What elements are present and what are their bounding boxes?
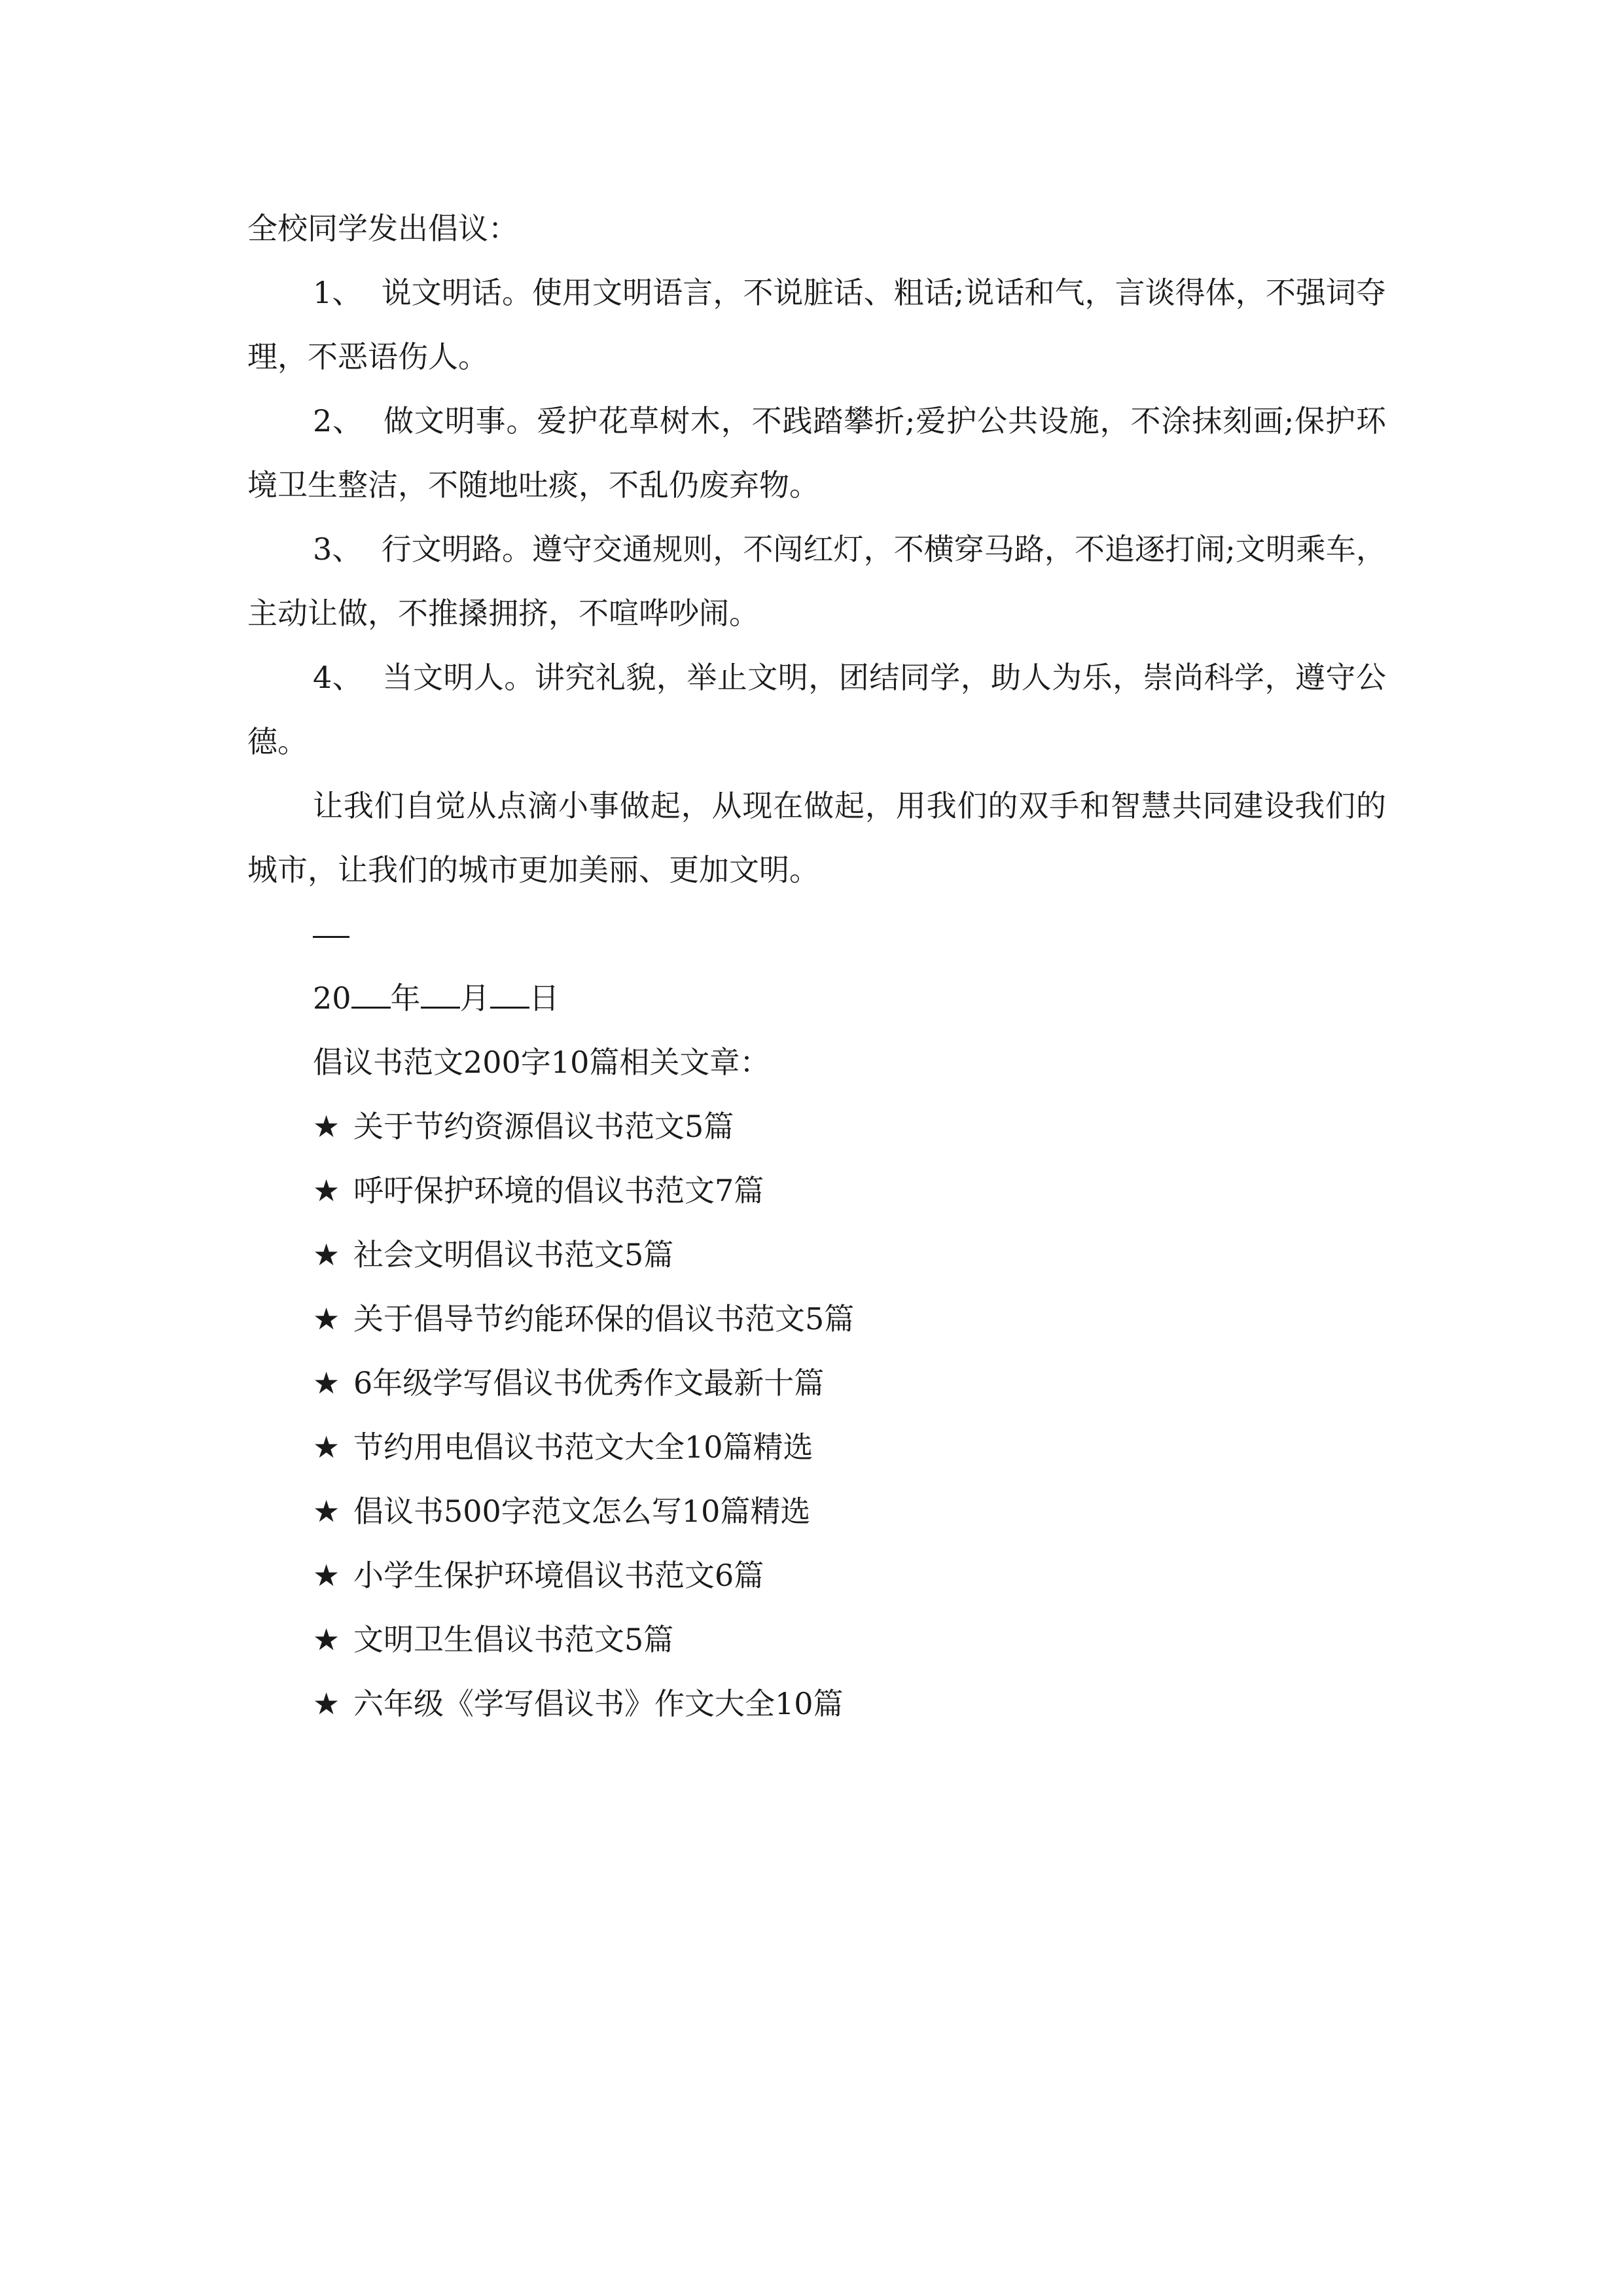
proposal-text: 做文明事。爱护花草树木，不践踏攀折;爱护公共设施，不涂抹刻画;保护环境卫生整洁，不随地吐痰，不乱仍废弃物。: [247, 403, 1386, 503]
proposal-2: [247, 389, 1386, 517]
related-article-link[interactable]: [247, 1287, 1386, 1351]
date-line: [247, 966, 1386, 1030]
related-article-title: 小学生保护环境倡议书范文6篇: [353, 1558, 764, 1593]
date-prefix: 20: [313, 980, 351, 1016]
related-article-title: 倡议书500字范文怎么写10篇精选: [353, 1494, 811, 1529]
related-article-link[interactable]: [247, 1094, 1386, 1158]
related-article-title: 关于节约资源倡议书范文5篇: [353, 1109, 734, 1144]
related-article-title: 呼吁保护环境的倡议书范文7篇: [353, 1173, 764, 1208]
related-article-title: 社会文明倡议书范文5篇: [353, 1237, 674, 1272]
related-article-title: 节约用电倡议书范文大全10篇精选: [353, 1429, 813, 1465]
star-icon: ★: [313, 1494, 340, 1529]
related-articles-title: 倡议书范文200字10篇相关文章：: [313, 1045, 770, 1080]
star-icon: ★: [313, 1429, 340, 1465]
related-article-link[interactable]: [247, 1223, 1386, 1287]
star-icon: ★: [313, 1301, 340, 1336]
related-article-title: 6年级学写倡议书优秀作文最新十篇: [353, 1365, 825, 1401]
star-icon: ★: [313, 1622, 340, 1657]
intro-line: 全校同学发出倡议：: [247, 211, 518, 246]
star-icon: ★: [313, 1173, 340, 1208]
signature-dash: [313, 936, 349, 938]
proposal-3: [247, 517, 1386, 645]
proposal-4: [247, 645, 1386, 774]
related-article-link[interactable]: [247, 1479, 1386, 1543]
proposal-number: 2、: [313, 403, 364, 439]
proposal-number: 3、: [313, 531, 363, 567]
proposal-text: 当文明人。讲究礼貌，举止文明，团结同学，助人为乐，崇尚科学，遵守公德。: [247, 660, 1386, 759]
proposal-text: 说文明话。使用文明语言，不说脏话、粗话;说话和气，言谈得体，不强词夺理，不恶语伤人。: [247, 275, 1386, 374]
related-article-link[interactable]: [247, 1351, 1386, 1415]
related-article-link[interactable]: [247, 1415, 1386, 1479]
related-article-link[interactable]: [247, 1607, 1386, 1672]
star-icon: ★: [313, 1558, 340, 1593]
closing-paragraph: 让我们自觉从点滴小事做起，从现在做起，用我们的双手和智慧共同建设我们的城市，让我们的城市更加美丽、更加文明。: [247, 788, 1386, 888]
related-article-title: 关于倡导节约能环保的倡议书范文5篇: [353, 1301, 855, 1336]
proposal-number: 1、: [313, 275, 363, 310]
proposal-text: 行文明路。遵守交通规则，不闯红灯，不横穿马路，不追逐打闹;文明乘车，主动让做，不推搡拥挤，不喧哗吵闹。: [247, 531, 1386, 631]
proposal-number: 4、: [313, 660, 363, 695]
document-page: [247, 196, 1386, 1736]
related-articles-list: [247, 1094, 1386, 1736]
date-year: 年: [390, 980, 421, 1016]
day-blank: [490, 980, 529, 1009]
related-article-link[interactable]: [247, 1543, 1386, 1607]
star-icon: ★: [313, 1686, 340, 1721]
related-article-title: 六年级《学写倡议书》作文大全10篇: [353, 1686, 844, 1721]
related-article-title: 文明卫生倡议书范文5篇: [353, 1622, 674, 1657]
star-icon: ★: [313, 1109, 340, 1144]
month-blank: [421, 980, 460, 1009]
proposal-1: [247, 260, 1386, 389]
signature-line: [247, 902, 1386, 966]
date-month: 月: [459, 980, 490, 1016]
date-day: 日: [529, 980, 560, 1016]
star-icon: ★: [313, 1365, 340, 1401]
star-icon: ★: [313, 1237, 340, 1272]
year-blank: [351, 980, 391, 1009]
related-article-link[interactable]: [247, 1158, 1386, 1223]
related-article-link[interactable]: [247, 1672, 1386, 1736]
